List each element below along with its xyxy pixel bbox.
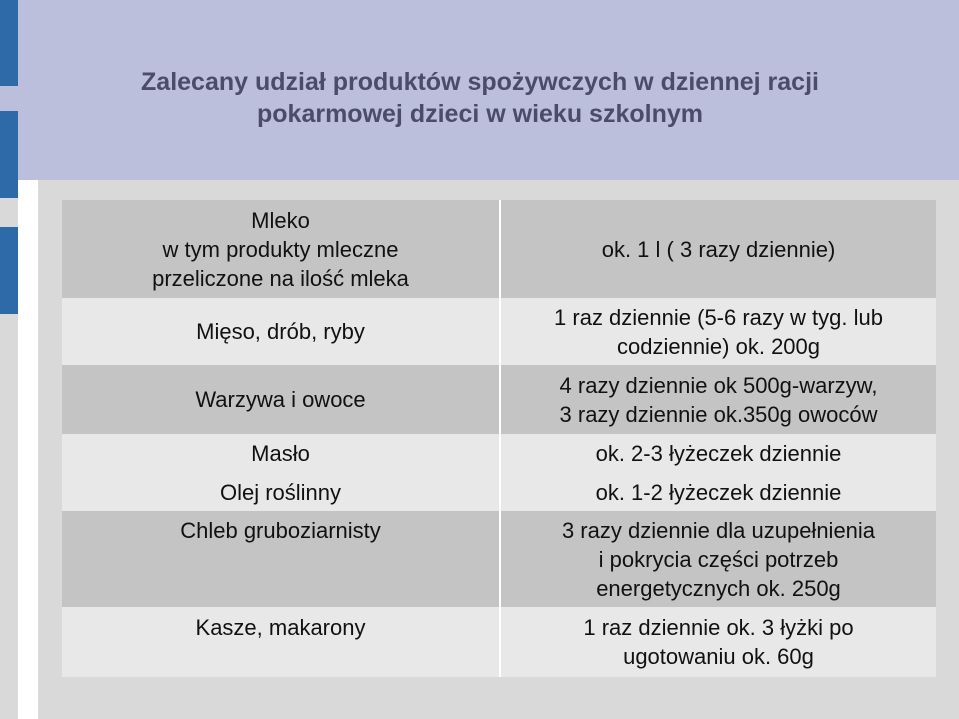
table-row: [62, 434, 936, 473]
amount-text: 1 raz dziennie ok. 3 łyżki po: [583, 615, 854, 640]
product-cell: [62, 365, 499, 434]
product-cell: [62, 511, 499, 607]
product-text: Chleb gruboziarnisty: [180, 517, 381, 543]
amount-cell: [499, 473, 936, 511]
accent-bar: [0, 111, 18, 198]
product-text: Kasze, makarony: [195, 615, 366, 640]
amount-text: ok. 1 l ( 3 razy dziennie): [601, 236, 836, 262]
product-text: w tym produkty mleczne: [162, 236, 399, 262]
product-cell: [62, 607, 499, 677]
page-title-line: Zalecany udział produktów spożywczych w dziennej racji: [141, 68, 819, 96]
product-text: Mleko: [251, 207, 310, 233]
amount-text: codziennie) ok. 200g: [616, 333, 821, 359]
page-title: [40, 66, 920, 130]
product-text: przeliczone na ilość mleka: [152, 265, 409, 291]
table-row: [62, 298, 936, 365]
amount-cell: [499, 200, 936, 298]
amount-text: i pokrycia części potrzeb: [598, 546, 839, 572]
nutrition-table: [62, 200, 936, 677]
product-text-spacer: [277, 545, 283, 574]
product-text: Warzywa i owoce: [195, 387, 366, 412]
product-cell: [62, 434, 499, 473]
amount-text: 3 razy dziennie ok.350g owoców: [559, 401, 878, 427]
product-text: Olej roślinny: [219, 479, 342, 505]
amount-text: ok. 1-2 łyżeczek dziennie: [595, 479, 842, 505]
product-text: Masło: [251, 441, 310, 466]
amount-cell: [499, 607, 936, 677]
amount-text: ugotowaniu ok. 60g: [623, 644, 814, 669]
amount-text: 1 raz dziennie (5-6 razy w tyg. lub: [554, 304, 883, 330]
accent-bar: [0, 0, 18, 86]
accent-bar: [0, 227, 18, 314]
table-row: [62, 365, 936, 434]
product-cell: [62, 298, 499, 365]
page-title-line: pokarmowej dzieci w wieku szkolnym: [257, 100, 703, 128]
product-text: Mięso, drób, ryby: [196, 319, 365, 344]
amount-cell: [499, 298, 936, 365]
amount-text: energetycznych ok. 250g: [596, 575, 841, 601]
amount-cell: [499, 511, 936, 607]
product-text-spacer: [277, 642, 283, 671]
product-text-spacer: [277, 574, 283, 603]
table-row: [62, 473, 936, 511]
left-margin-strip: [18, 180, 38, 719]
amount-cell: [499, 365, 936, 434]
amount-text: 3 razy dziennie dla uzupełnienia: [561, 517, 876, 543]
table-row: [62, 607, 936, 677]
amount-cell: [499, 434, 936, 473]
product-cell: [62, 473, 499, 511]
product-cell: [62, 200, 499, 298]
table-row: [62, 511, 936, 607]
amount-text: 4 razy dziennie ok 500g-warzyw,: [559, 372, 878, 398]
amount-text: ok. 2-3 łyżeczek dziennie: [595, 441, 842, 466]
table-row: [62, 200, 936, 298]
